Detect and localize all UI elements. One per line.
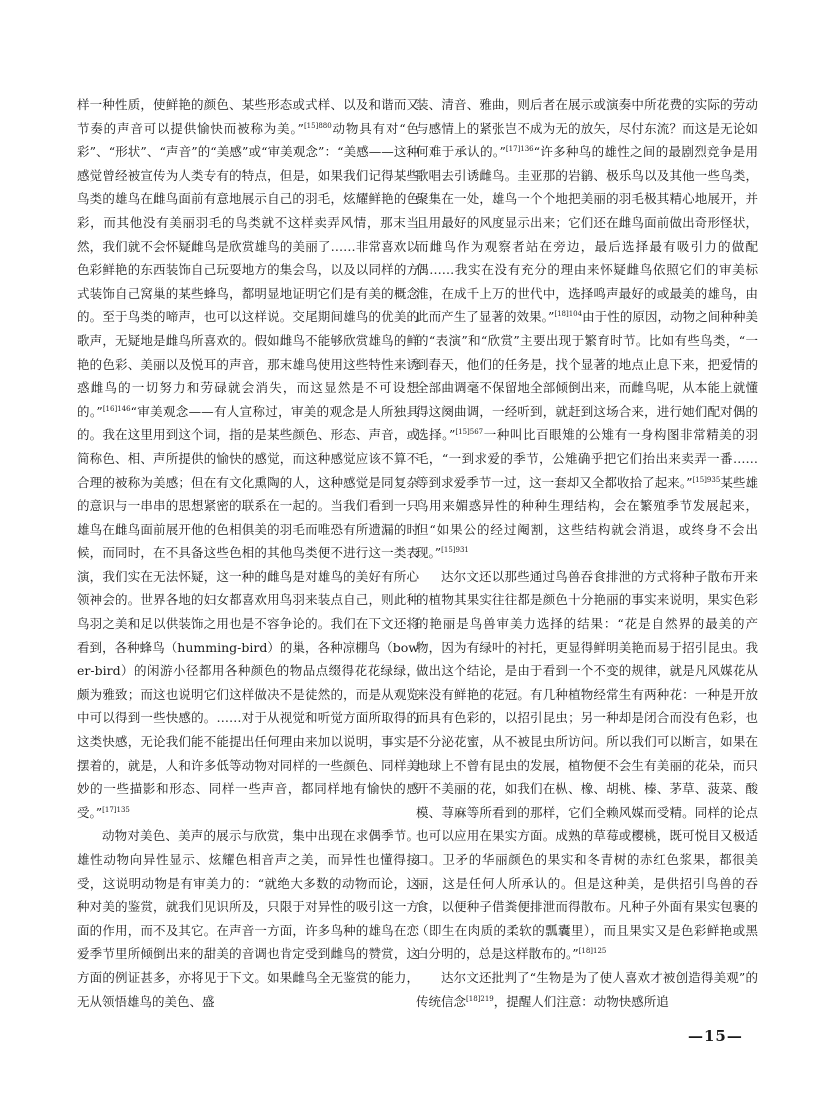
body-text: 达尔文还以那些通过鸟兽吞食排泄的方式将种子散布开来的植物其果实往往都是颜色十分艳丽的事实来说明，果实色彩的艳丽是鸟兽审美力选择的结果：“花是自然界的最美的产物，因为有绿叶的衬托，更显得鲜明美艳而易于招引昆虫。我做出这个结论，是由于看到一个不变的规律，就是凡风媒花从来没有鲜艳的花冠。有几种植物经常生有两种花：一种是开放而具有色彩的，以招引昆虫；另一种却是闭合而没有色彩，也不分泌花蜜，从不被昆虫所访问。所以我们可以断言，如果在地球上不曾有昆虫的发展，植物便不会生有美丽的花朵，而只开不美丽的花，如我们在枞、橡、胡桃、榛、茅草、菠菜、酸模、荨麻等所看到的那样，它们全赖风媒而受精。同样的论点也可以应用在果实方面。成熟的草莓或樱桃，既可悦目又极适口。卫矛的华丽颜色的果实和冬青树的赤红色浆果，都很美丽，这是任何人所承认的。但是这种美，是供招引鸟兽的吞食，以便种子借粪便排泄而得散布。凡种子外面有果实包裹的（即生在肉质的柔软的瓢囊里），而且果实又是色彩鲜艳或黑白分明的，总是这样散布的。” [416, 568, 758, 962]
body-text: 动物具有对“色彩”、“形状”、“声音”的“美感”或“审美观念”：“美感——这种感觉曾经被宣传为人类专有的特点，但是，如果我们记得某些鸟类的雄鸟在雌鸟面前有意地展示自己的羽毛，炫耀鲜艳的色彩，而其他没有美丽羽毛的鸟类就不这样卖弄风情，那末当然，我们就不会怀疑雌鸟是欣赏雄鸟的美丽了……非常喜欢以色彩鲜艳的东西装饰自己玩耍地方的集会鸟，以及以同样的方式装饰自己窝巢的某些蜂鸟，都明显地证明它们是有美的概念的。至于鸟类的啼声，也可以这样说。交尾期间雄鸟的优美的歌声，无疑地是雌鸟所喜欢的。假如雌鸟不能够欣赏雄鸟的鲜艳的色彩、美丽以及悦耳的声音，那末雄鸟使用这些特性来诱惑雌鸟的一切努力和劳碌就会消失，而这显然是不可设想的。” [77, 120, 419, 419]
body-text: ，提醒人们注意：动物快感所追 [493, 993, 669, 1009]
citation: [15]880 [303, 121, 332, 130]
citation: [18]104 [554, 310, 583, 319]
paragraph [416, 966, 758, 1013]
paragraph [77, 824, 419, 1013]
body-text: 样一种性质，使鲜艳的颜色、某些形态或式样、以及和谐而又节奏的声音可以提供愉快而被称为美。” [77, 97, 419, 136]
body-text: 由于性的原因，动物之间种种美的“表演”和“欣赏”主要出现于繁育时节。比如有些鸟类，“一到春天，他们的任务是，找个显著的地点止息下来，把爱情的全部曲调毫不保留地全部倾倒出来，而雌鸟呢，从本能上就懂得这阕曲调，一经听到，就赶到这场合来，进行她们配对偶的选择。” [416, 309, 758, 443]
citation: [18]219 [466, 994, 494, 1003]
body-text: “审美观念——有人宣称过，审美的观念是人所独具的。我在这里用到这个词，指的是某些颜色、形态、声音，或简称色、相、声所提供的愉快的感觉，而这种感觉应该不算不合理的被称为美感；但在有文化熏陶的人，这种感觉是同复杂的意识与一串串的思想紧密的联系在一起的。当我们看到一只雄鸟在雌鸟面前展开他的色相俱美的羽毛而唯恐有所遗漏的时候，而同时，在不具备这些色相的其他鸟类便不进行这一类表演，我们实在无法怀疑，这一种的雌鸟是对雄鸟的美好有所心领神会的。世界各地的妇女都喜欢用鸟羽来装点自己，则此种鸟羽之美和足以供装饰之用也是不容争论的。我们在下文还将看到，各种蜂鸟（humming-bird）的巢，各种凉棚鸟（bower-bird）的闲游小径都用各种颜色的物品点缀得花花绿绿，颇为雅致；而这也说明它们这样做决不是徒然的，而是从观览中可以得到一些快感的。……对于从视觉和听觉方面所取得的这类快感，无论我们能不能提出任何理由来加以说明，事实是摆着的，就是，人和许多低等动物对同样的一些颜色、同样美妙的一些描影和形态、同样一些声音，都同样地有愉快的感受。” [77, 403, 419, 820]
body-text: 动物对美色、美声的展示与欣赏，集中出现在求偶季节。雄性动物向异性显示、炫耀色相音声之美，而异性也懂得接受，这说明动物是有审美力的：“就绝大多数的动物而论，这种对美的鉴赏，就我们见识所及，只限于对异性的吸引这一方面的作用，而不及其它。在声音一方面，许多鸟种的雄鸟在恋爱季节里所倾倒出来的甜美的音调也肯定受到雌鸟的赞赏，这方面的例证甚多，亦将见于下文。如果雌鸟全无鉴赏的能力，无从领悟雄鸟的美色、盛 [77, 828, 419, 1009]
citation: [17]135 [102, 805, 130, 814]
citation: [15]931 [441, 546, 469, 555]
paragraph [416, 93, 758, 565]
citation: [18]125 [578, 947, 607, 956]
page-number: —15— [688, 1027, 743, 1045]
paragraph [77, 93, 419, 824]
citation: [16]146 [102, 404, 131, 413]
paragraph [416, 565, 758, 966]
right-column [416, 93, 758, 1013]
body-text: 达尔文还批判了“生物是为了使人喜欢才被创造得美观”的传统信念 [416, 969, 758, 1009]
citation: [15]567 [455, 428, 484, 437]
body-text: “许多种鸟的雄性之间的最剧烈竞争是用歌唱去引诱雌鸟。圭亚那的岩鹟、极乐鸟以及其他一些鸟类，聚集在一处，雄鸟一个个地把美丽的羽毛极其精心地展开，并且用最好的风度显示出来；它们还在雌鸟面前做出奇形怪状，而雌鸟作为观察者站在旁边，最后选择最有吸引力的做配偶……我实在没有充分的理由来怀疑雌鸟依照它们的审美标准，在成千上万的世代中，选择鸣声最好的或最美的雄鸟，由此而产生了显著的效果。” [416, 144, 758, 325]
citation: [17]136 [505, 145, 534, 154]
left-column [77, 93, 419, 1013]
body-text: 装、清音、雅曲，则后者在展示或演奏中所花费的实际的劳动与感情上的紧张岂不成为无的放矢，尽付东流？而这是无论如何难于承认的。” [416, 97, 758, 160]
citation: [15]935 [692, 475, 721, 484]
body-text: 某些雄鸟用来媚惑异性的种种生理结构，会在繁殖季节发展起来，但“如果公的经过阉割，这些结构就会消退，或终身不会出现。” [416, 474, 758, 561]
body-text: 一种叫比百眼雉的公雉有一身构图非常精美的羽毛，“一到求爱的季节，公雉确乎把它们抬出来卖弄一番……等到求爱季节一过，这一套却又全都收拾了起来。” [416, 427, 758, 490]
